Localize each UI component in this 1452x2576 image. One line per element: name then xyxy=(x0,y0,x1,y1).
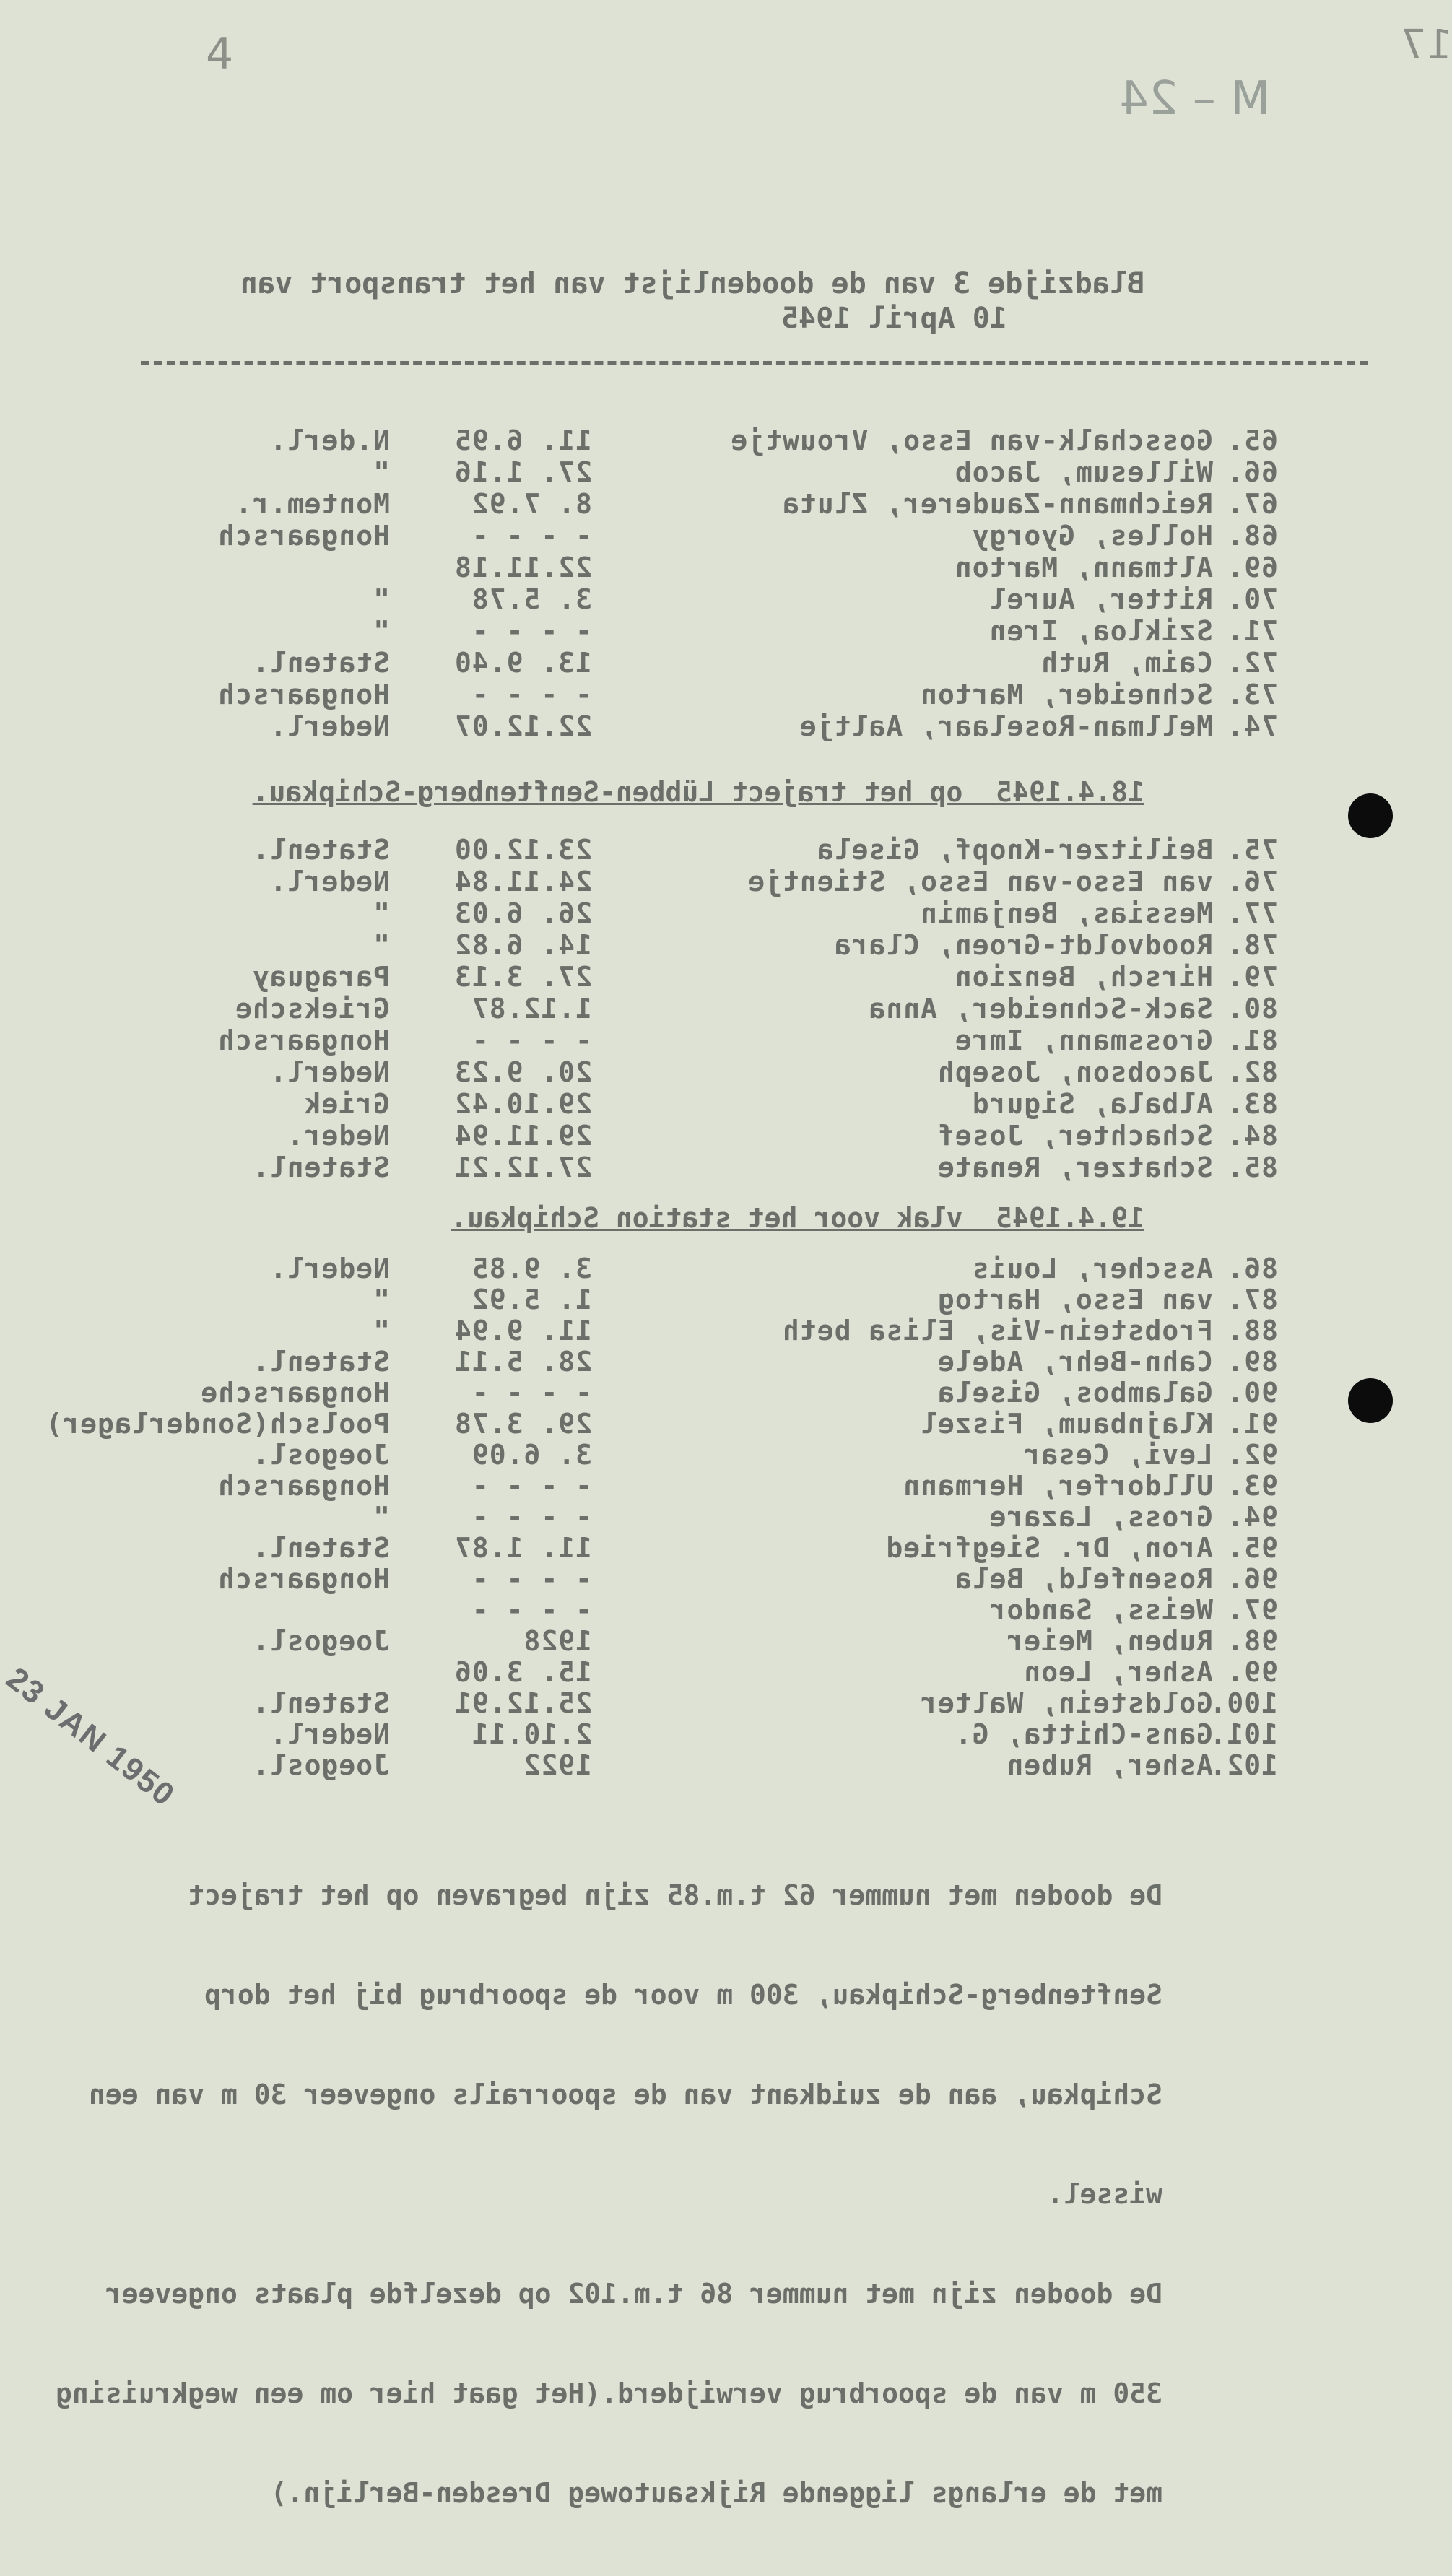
entry-nationality: Grieksche xyxy=(235,993,390,1024)
entry-name: Holles, Gyorgy xyxy=(971,520,1213,552)
entry-name: Goldstein, Walter xyxy=(920,1687,1213,1719)
entry-nationality: Nederl. xyxy=(269,1056,390,1088)
entry-nationality: Statenl. xyxy=(251,1152,390,1183)
entry-number: 80. xyxy=(1226,993,1278,1024)
entry-birth-date: 1922 xyxy=(523,1749,592,1781)
entry-birth-date: 27. 3.13 xyxy=(453,961,592,993)
entry-nationality: Statenl. xyxy=(251,1687,390,1719)
burial-note-line: wissel. xyxy=(1046,2178,1162,2210)
entry-birth-date: 3. 9.85 xyxy=(471,1253,592,1284)
entry-nationality: Statenl. xyxy=(251,1346,390,1378)
entry-number: 98. xyxy=(1226,1625,1278,1657)
entry-birth-date: 25.12.91 xyxy=(453,1687,592,1719)
entry-name: Gans-Chitta, G. xyxy=(954,1718,1213,1750)
entry-birth-date: 1.12.87 xyxy=(471,993,592,1024)
entry-number: 92. xyxy=(1226,1439,1278,1471)
entry-number: 88. xyxy=(1226,1315,1278,1346)
entry-name: Cahn-Behr, Adele xyxy=(936,1346,1213,1378)
entry-nationality: Griek xyxy=(303,1088,390,1120)
entry-birth-date: 11. 9.94 xyxy=(453,1315,592,1346)
entry-birth-date: 29.10.42 xyxy=(453,1088,592,1120)
entry-number: 81. xyxy=(1226,1024,1278,1056)
entry-name: Beilitzer-Knopf, Gisela xyxy=(816,834,1213,866)
entry-nationality: Neder. xyxy=(286,1120,390,1152)
entry-number: 94. xyxy=(1226,1501,1278,1533)
entry-nationality: Montem.r. xyxy=(235,488,390,520)
entry-number: 97. xyxy=(1226,1594,1278,1626)
entry-nationality: " xyxy=(373,929,390,961)
entry-nationality: Statenl. xyxy=(251,1532,390,1564)
entry-birth-date: 23.12.00 xyxy=(453,834,592,866)
entry-number: 100. xyxy=(1209,1687,1278,1719)
entry-birth-date: 3. 6.09 xyxy=(471,1439,592,1471)
entry-nationality: Joegosl. xyxy=(251,1625,390,1657)
entry-birth-date: 15. 3.06 xyxy=(453,1656,592,1688)
entry-nationality: Nederl. xyxy=(269,710,390,742)
entry-number: 67. xyxy=(1226,488,1278,520)
entry-nationality: Poolsch(Sonderlager) xyxy=(45,1408,390,1440)
separator-line xyxy=(141,361,1368,365)
entry-name: Jacobson, Joseph xyxy=(936,1056,1213,1088)
entry-name: Klajnbaum, Fiszel xyxy=(920,1408,1213,1440)
burial-note xyxy=(56,1812,1162,2576)
entry-birth-date: - - - - xyxy=(471,679,592,710)
entry-name: van Esso-van Esso, Stientje xyxy=(747,866,1213,897)
entry-name: Gross, Lazare xyxy=(988,1501,1213,1533)
burial-note-line: Schipkau, aan de zuidkant van de spoorrails ongeveer 30 m van een xyxy=(88,2079,1162,2110)
entry-birth-date: - - - - xyxy=(471,1594,592,1626)
entry-birth-date: 24.11.84 xyxy=(453,866,592,897)
entry-name: Gosschalk-van Esso, Vrouwtje xyxy=(730,425,1213,456)
page-title: Bladzijde 3 van de doodenlijst van het transport van xyxy=(240,267,1144,300)
entry-nationality: Hongaarsch xyxy=(217,679,390,710)
entry-nationality: " xyxy=(373,897,390,929)
section-3-heading: 19.4.1945 vlak voor het station Schipkau. xyxy=(451,1202,1144,1234)
section-2-heading: 18.4.1945 op het traject Lübben-Senftenberg-Schipkau. xyxy=(252,776,1144,808)
entry-birth-date: - - - - xyxy=(471,615,592,647)
burial-note-line: De dooden met nummer 62 t.m.85 zijn begraven op het traject xyxy=(188,1879,1162,1911)
entry-name: Caim, Ruth xyxy=(1040,647,1213,679)
entry-birth-date: - - - - xyxy=(471,1024,592,1056)
entry-birth-date: - - - - xyxy=(471,1563,592,1595)
pencil-note: M – 24 xyxy=(1119,72,1271,126)
entry-nationality: " xyxy=(373,1284,390,1315)
burial-note-line: De dooden zijn met nummer 86 t.m.102 op dezelfde plaats ongeveer xyxy=(105,2278,1162,2310)
entry-name: Messias, Benjamin xyxy=(920,897,1213,929)
entry-birth-date: 13. 9.40 xyxy=(453,647,592,679)
entry-name: Szikloa, Iren xyxy=(988,615,1213,647)
entry-birth-date: 27.12.21 xyxy=(453,1152,592,1183)
entry-nationality: Hongaarsche xyxy=(200,1377,390,1409)
entry-birth-date: - - - - xyxy=(471,1377,592,1409)
date-stamp: 23 JAN 1950 xyxy=(0,1661,182,1814)
entry-birth-date: - - - - xyxy=(471,520,592,552)
entry-birth-date: 8. 7.92 xyxy=(471,488,592,520)
entry-name: Ritter, Aurel xyxy=(988,583,1213,615)
entry-name: Rosenfeld, Bela xyxy=(954,1563,1213,1595)
entry-birth-date: 1928 xyxy=(523,1625,592,1657)
entry-name: Albala, Sigurd xyxy=(971,1088,1213,1120)
entry-name: Sack-Schneider, Anna xyxy=(868,993,1213,1024)
entry-number: 102. xyxy=(1209,1749,1278,1781)
entry-birth-date: 27. 1.16 xyxy=(453,456,592,488)
entry-birth-date: 2.10.11 xyxy=(471,1718,592,1750)
entry-number: 84. xyxy=(1226,1120,1278,1152)
entry-nationality: Joegosl. xyxy=(251,1749,390,1781)
entry-number: 71. xyxy=(1226,615,1278,647)
entry-name: Schachter, Josef xyxy=(936,1120,1213,1152)
entry-number: 90. xyxy=(1226,1377,1278,1409)
entry-birth-date: 28. 5.11 xyxy=(453,1346,592,1378)
entry-name: Grossmann, Imre xyxy=(954,1024,1213,1056)
entry-number: 78. xyxy=(1226,929,1278,961)
margin-note-top-right: 4 xyxy=(206,29,234,79)
entry-name: Galambos, Gisela xyxy=(936,1377,1213,1409)
entry-number: 75. xyxy=(1226,834,1278,866)
entry-nationality: Paraguay xyxy=(251,961,390,993)
entry-name: van Esso, Hartog xyxy=(936,1284,1213,1315)
entry-number: 66. xyxy=(1226,456,1278,488)
entry-name: Hirsch, Benzion xyxy=(954,961,1213,993)
entry-number: 68. xyxy=(1226,520,1278,552)
entry-number: 86. xyxy=(1226,1253,1278,1284)
entry-birth-date: 29. 3.78 xyxy=(453,1408,592,1440)
entry-birth-date: 11. 1.87 xyxy=(453,1532,592,1564)
entry-name: Willesum, Jacob xyxy=(954,456,1213,488)
entry-name: Weiss, Sandor xyxy=(988,1594,1213,1626)
entry-nationality: Hongaarsch xyxy=(217,1470,390,1502)
entry-number: 101. xyxy=(1209,1718,1278,1750)
entry-number: 82. xyxy=(1226,1056,1278,1088)
entry-nationality: Nederl. xyxy=(269,1253,390,1284)
entry-nationality: Statenl. xyxy=(251,834,390,866)
entry-name: Schatzer, Renate xyxy=(936,1152,1213,1183)
entry-name: Frobstein-Vis, Elisa beth xyxy=(782,1315,1213,1346)
entry-birth-date: 11. 6.95 xyxy=(453,425,592,456)
entry-number: 73. xyxy=(1226,679,1278,710)
entry-name: Ruben, Meier xyxy=(1006,1625,1213,1657)
entry-number: 91. xyxy=(1226,1408,1278,1440)
entry-number: 85. xyxy=(1226,1152,1278,1183)
entry-name: Ulldorfer, Hermann xyxy=(903,1470,1213,1502)
entry-nationality: Hongaarsch xyxy=(217,520,390,552)
entry-nationality: Nederl. xyxy=(269,1718,390,1750)
entry-number: 89. xyxy=(1226,1346,1278,1378)
entry-birth-date: 26. 6.03 xyxy=(453,897,592,929)
entry-number: 95. xyxy=(1226,1532,1278,1564)
entry-birth-date: - - - - xyxy=(471,1470,592,1502)
entry-number: 77. xyxy=(1226,897,1278,929)
entry-birth-date: 14. 6.82 xyxy=(453,929,592,961)
entry-nationality: " xyxy=(373,1501,390,1533)
margin-note-top-left: 17 xyxy=(1401,22,1452,69)
entry-number: 65. xyxy=(1226,425,1278,456)
entry-nationality: " xyxy=(373,615,390,647)
entry-nationality: Joegosl. xyxy=(251,1439,390,1471)
entry-name: Altmann, Marton xyxy=(954,552,1213,583)
entry-nationality: " xyxy=(373,583,390,615)
entry-number: 76. xyxy=(1226,866,1278,897)
entry-birth-date: 1. 5.92 xyxy=(471,1284,592,1315)
page-title-date: 10 April 1945 xyxy=(781,302,1007,335)
entry-nationality: Hongaarsch xyxy=(217,1024,390,1056)
entry-number: 70. xyxy=(1226,583,1278,615)
entry-nationality: N.derl. xyxy=(269,425,390,456)
entry-name: Levi, Cesar xyxy=(1023,1439,1213,1471)
entry-name: Roodvoldt-Groen, Clara xyxy=(833,929,1213,961)
entry-number: 96. xyxy=(1226,1563,1278,1595)
entry-number: 99. xyxy=(1226,1656,1278,1688)
entry-nationality: Statenl. xyxy=(251,647,390,679)
entry-number: 93. xyxy=(1226,1470,1278,1502)
entry-birth-date: - - - - xyxy=(471,1501,592,1533)
entry-number: 87. xyxy=(1226,1284,1278,1315)
entry-number: 83. xyxy=(1226,1088,1278,1120)
entry-name: Asher, Leon xyxy=(1023,1656,1213,1688)
entry-name: Aron, Dr. Siegfried xyxy=(885,1532,1213,1564)
entry-birth-date: 3. 5.78 xyxy=(471,583,592,615)
burial-note-line: met de erlangs liggende Rijksautoweg Dresden-Berlijn.) xyxy=(270,2477,1162,2509)
entry-birth-date: 22.11.18 xyxy=(453,552,592,583)
entry-birth-date: 29.11.94 xyxy=(453,1120,592,1152)
entry-nationality: Hongaarsch xyxy=(217,1563,390,1595)
entry-name: Reichmann-Zauderer, Zluta xyxy=(782,488,1213,520)
entry-number: 79. xyxy=(1226,961,1278,993)
entry-name: Asher, Ruben xyxy=(1006,1749,1213,1781)
entry-name: Schneider, Marton xyxy=(920,679,1213,710)
entry-number: 72. xyxy=(1226,647,1278,679)
entry-number: 69. xyxy=(1226,552,1278,583)
entry-name: Asscher, Louis xyxy=(971,1253,1213,1284)
entry-birth-date: 20. 9.23 xyxy=(453,1056,592,1088)
entry-number: 74. xyxy=(1226,710,1278,742)
burial-note-line: Senftenberg-Schipkau, 300 m voor de spoorbrug bij het dorp xyxy=(204,1979,1162,2011)
entry-birth-date: 22.12.07 xyxy=(453,710,592,742)
entry-nationality: Nederl. xyxy=(269,866,390,897)
burial-note-line: 350 m van de spoorbrug verwijderd.(Het gaat hier om een wegkruising xyxy=(56,2377,1162,2409)
entry-name: Mellman-Roselaar, Aaltje xyxy=(799,710,1213,742)
entry-nationality: " xyxy=(373,1315,390,1346)
entry-nationality: " xyxy=(373,456,390,488)
